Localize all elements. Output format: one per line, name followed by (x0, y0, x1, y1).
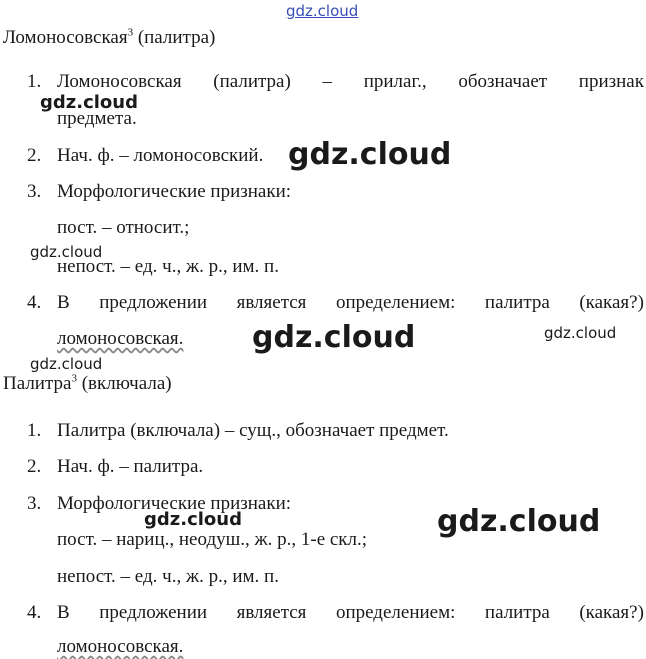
s1-item4-number: 4. (27, 292, 42, 313)
s2-item4-number: 4. (27, 602, 42, 623)
section2-heading-sup: 3 (71, 372, 77, 385)
section1-heading (3, 27, 215, 49)
watermark: gdz.cloud (40, 92, 138, 113)
s2-item1-number: 1. (27, 420, 42, 441)
watermark: gdz.cloud (252, 320, 416, 355)
s1-item4-word: (какая?) (579, 292, 644, 313)
section2-heading (3, 373, 172, 395)
s1-item3-text: Морфологические признаки: (57, 181, 292, 202)
s2-item2-text: Нач. ф. – палитра. (57, 456, 204, 477)
s1-item1-line2: предмета. (57, 108, 137, 129)
section1-heading-word: Ломоносовская (3, 27, 128, 48)
s2-item1-text: Палитра (включала) – сущ., обозначает предмет. (57, 420, 449, 441)
s1-item1-word: Ломоносовская (57, 71, 182, 92)
s2-item4-word: является (236, 602, 307, 623)
s2-item3-text: Морфологические признаки: (57, 493, 292, 514)
watermark: gdz.cloud (30, 355, 103, 373)
s1-item1-word: обозначает (458, 71, 548, 92)
section2-heading-rest: (включала) (81, 373, 172, 394)
s1-item3-number: 3. (27, 181, 42, 202)
s2-item2-number: 2. (27, 456, 42, 477)
s1-item1-word: признак (578, 71, 644, 92)
s2-item3-post: пост. – нариц., неодуш., ж. р., 1-е скл.; (57, 529, 368, 550)
s1-item4-line1 (57, 292, 644, 314)
watermark: gdz.cloud (288, 137, 452, 172)
watermark: gdz.cloud (144, 509, 242, 530)
s2-item4-word: В (57, 602, 70, 623)
s1-item4-word: В (57, 292, 70, 313)
s1-item4-word: определением: (335, 292, 456, 313)
s1-item1-line1 (57, 71, 644, 93)
watermark: gdz.cloud (437, 504, 601, 539)
watermark: gdz.cloud (30, 243, 103, 261)
s1-item1-word: прилаг., (363, 71, 427, 92)
s2-item4-word: палитра (484, 602, 550, 623)
s1-item1-word: (палитра) (213, 71, 291, 92)
section1-heading-sup: 3 (127, 26, 134, 39)
s1-item3-nepost: непост. – ед. ч., ж. р., им. п. (57, 256, 279, 277)
s2-item4-word: предложении (99, 602, 208, 623)
s2-item3-nepost: непост. – ед. ч., ж. р., им. п. (57, 566, 279, 587)
s2-item4-line1 (57, 602, 644, 624)
s2-item4-word: (какая?) (579, 602, 644, 623)
s1-item2-number: 2. (27, 145, 42, 166)
s1-item3-post: пост. – относит.; (57, 217, 190, 238)
s1-item1-number: 1. (27, 71, 42, 92)
s1-item4-word: палитра (484, 292, 550, 313)
s2-item3-number: 3. (27, 493, 42, 514)
s1-item2-text: Нач. ф. – ломоносовский. (57, 145, 264, 166)
watermark-top[interactable]: gdz.cloud (286, 2, 359, 20)
s1-item1-word: – (322, 71, 333, 92)
watermark: gdz.cloud (544, 324, 617, 342)
section1-heading-rest: (палитра) (137, 27, 216, 48)
s1-item4-line2: ломоносовская. (57, 328, 184, 349)
s1-item4-word: является (236, 292, 307, 313)
section2-heading-word: Палитра (3, 373, 72, 394)
s2-item4-word: определением: (335, 602, 456, 623)
s1-item4-word: предложении (99, 292, 208, 313)
s2-item4-line2: ломоносовская. (57, 636, 184, 657)
